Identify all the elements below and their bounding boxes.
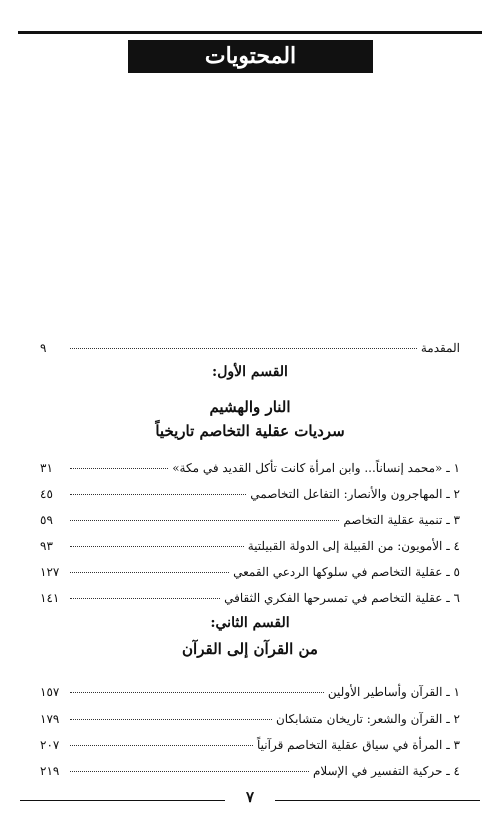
toc-entry-label: ١ ـ «محمد إنساناً... وابن امرأة كانت تأكل القديد في مكة» <box>172 461 460 475</box>
toc-entry-label: ٢ ـ المهاجرون والأنصار: التفاعل التخاصمي <box>250 487 460 501</box>
toc-entry-label: ٢ ـ القرآن والشعر: تاريخان متشابكان <box>275 712 460 726</box>
toc-entry <box>40 563 460 581</box>
dot-leader <box>70 745 253 746</box>
dot-leader <box>70 520 339 521</box>
toc-entry-page: ١٤١ <box>40 591 60 605</box>
toc-entry-page: ١٧٩ <box>40 712 60 726</box>
footer-rule-right <box>275 800 480 801</box>
toc-entry-label: ١ ـ القرآن وأساطير الأولين <box>327 685 460 699</box>
part1-subtitle: النار والهشيم <box>209 398 291 416</box>
dot-leader <box>70 348 417 349</box>
part1-subtitle-2: سرديات عقلية التخاصم تاريخياً <box>155 422 345 440</box>
part2-subtitle: من القرآن إلى القرآن <box>182 640 318 658</box>
toc-entry-page: ٣١ <box>40 461 53 475</box>
toc-entry <box>40 459 460 477</box>
toc-entry-page: ٢٠٧ <box>40 738 60 752</box>
page-number: ٧ <box>245 788 255 806</box>
dot-leader <box>70 598 220 599</box>
toc-entry-page: ٥٩ <box>40 513 53 527</box>
top-rule <box>18 31 482 34</box>
contents-title: المحتويات <box>128 40 373 73</box>
toc-entry <box>40 762 460 780</box>
dot-leader <box>70 546 244 547</box>
toc-entry <box>40 537 460 555</box>
toc-entry-label: المقدمة <box>420 341 460 355</box>
toc-entry-label: ٤ ـ الأمويون: من القبيلة إلى الدولة القبيلتية <box>247 539 460 553</box>
toc-entry <box>40 485 460 503</box>
dot-leader <box>70 468 168 469</box>
toc-entry <box>40 511 460 529</box>
toc-entry-page: ٩ <box>40 341 47 355</box>
toc-entry <box>40 736 460 754</box>
toc-entry-label: ٤ ـ حركية التفسير في الإسلام <box>312 764 460 778</box>
dot-leader <box>70 771 309 772</box>
toc-entry-page: ٢١٩ <box>40 764 60 778</box>
toc-entry-page: ٩٣ <box>40 539 53 553</box>
footer-rule-left <box>20 800 225 801</box>
toc-entry-label: ٣ ـ المرأة في سياق عقلية التخاصم قرآنياً <box>257 738 460 752</box>
toc-entry <box>40 710 460 728</box>
toc-entry-label: ٦ ـ عقلية التخاصم في تمسرحها الفكري الثقافي <box>224 591 460 605</box>
toc-entry-page: ٤٥ <box>40 487 53 501</box>
toc-entry-label: ٣ ـ تنمية عقلية التخاصم <box>343 513 460 527</box>
toc-entry-page: ١٥٧ <box>40 685 60 699</box>
part2-heading: القسم الثاني: <box>210 615 290 631</box>
dot-leader <box>70 692 324 693</box>
part1-heading: القسم الأول: <box>212 364 288 380</box>
dot-leader <box>70 719 272 720</box>
toc-entry <box>40 589 460 607</box>
toc-entry <box>40 683 460 701</box>
dot-leader <box>70 494 246 495</box>
toc-entry-page: ١٢٧ <box>40 565 60 579</box>
toc-entry-label: ٥ ـ عقلية التخاصم في سلوكها الردعي القمعي <box>233 565 460 579</box>
toc-entry-intro <box>40 339 460 357</box>
dot-leader <box>70 572 229 573</box>
